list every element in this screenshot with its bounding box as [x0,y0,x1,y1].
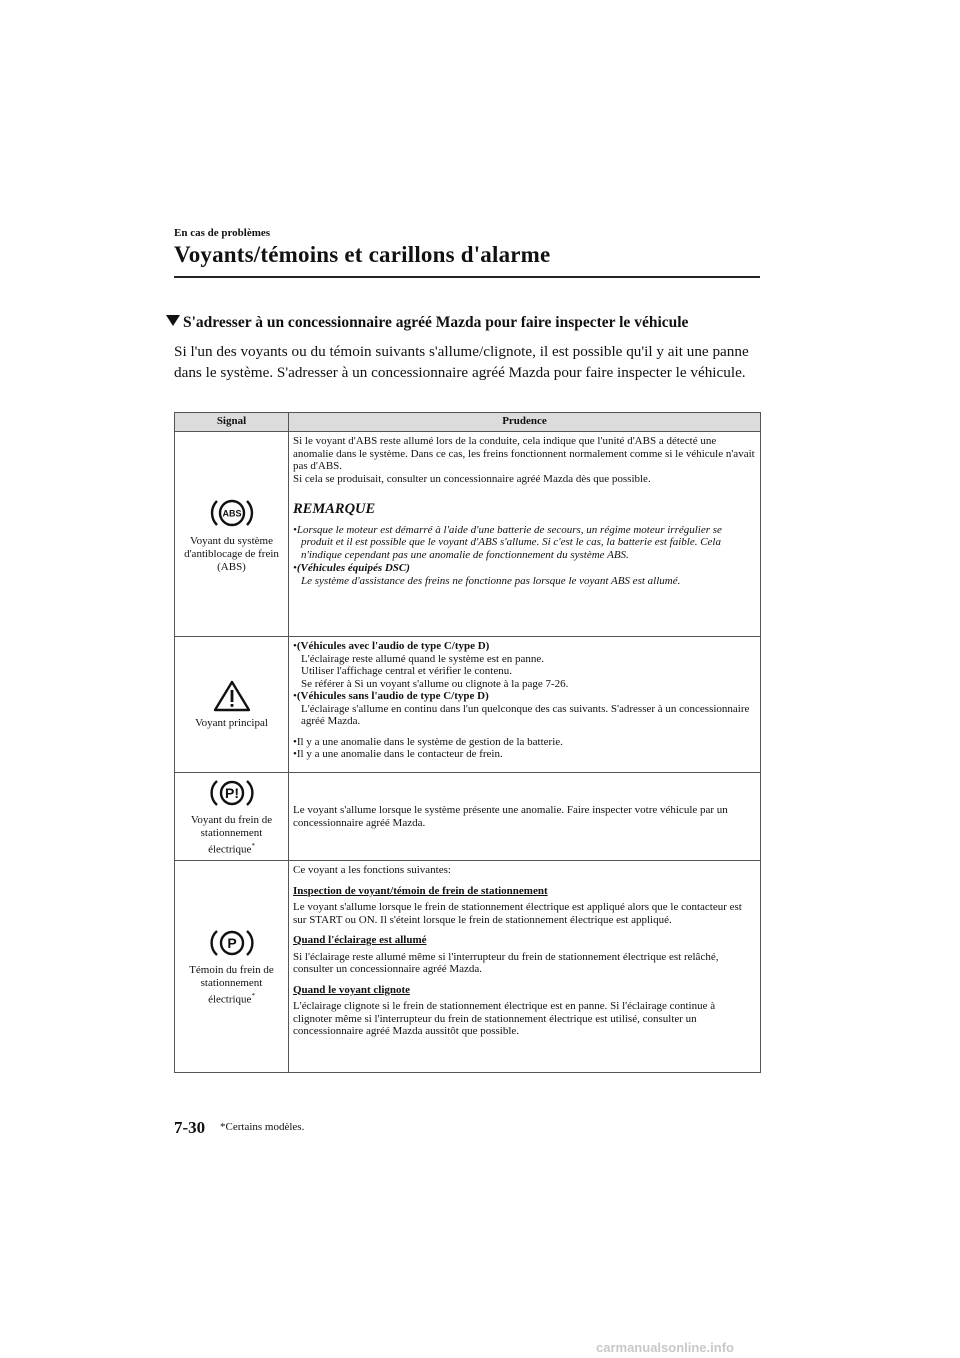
triangle-down-icon [166,315,180,326]
bullet-item: •(Véhicules avec l'audio de type C/type D) [293,640,490,652]
abs-warning-icon [209,495,255,531]
caution-text: L'éclairage clignote si le frein de stationnement électrique est en panne. Si l'éclairage continue à clignoter même si l'interrupteur du frein de stationnement électrique est utilisé, consulter un concessionnaire agréé Mazda aussitôt que possible. [293,1000,716,1037]
parking-brake-indicator-icon [209,926,255,960]
subsection-heading: Inspection de voyant/témoin de frein de stationnement [293,884,548,897]
sub-bullet-item: •Il y a une anomalie dans le contacteur de frein. [293,748,503,760]
abs-icon-text: ABS [221,508,242,518]
parking-brake-warning-icon [209,776,255,810]
signal-cell [175,432,289,637]
title-rule [174,276,760,278]
signal-cell [175,637,289,773]
signal-label: Témoin du frein de stationnement électrique [189,964,274,1006]
parking-indicator-icon-text: P [226,935,237,952]
certain-models-asterisk: * [251,842,255,851]
column-header-prudence: Prudence [289,413,761,432]
bullet-line: L'éclairage reste allumé quand le système est en panne. [301,652,544,665]
prudence-cell [289,432,761,637]
master-warning-icon [212,679,252,713]
signal-cell [175,861,289,1073]
caution-text: Si l'éclairage reste allumé même si l'interrupteur du frein de stationnement électrique est relâché, consulter un concessionnaire agréé Mazda. [293,950,719,975]
prudence-cell [289,773,761,861]
caution-text: Si cela se produisait, consulter un concessionnaire agréé Mazda dès que possible. [293,472,651,485]
page-title: Voyants/témoins et carillons d'alarme [174,242,551,267]
bullet-line: Utiliser l'affichage central et vérifier le contenu. [301,665,512,677]
subheading [166,314,688,332]
warning-table [174,412,761,1073]
remarque-heading: REMARQUE [293,501,376,517]
table-row [175,773,761,861]
table-row [175,637,761,773]
signal-label: Voyant du système d'antiblocage de frein (ABS) [184,534,279,573]
watermark: carmanualsonline.info [596,1340,734,1355]
prudence-cell [289,637,761,773]
parking-warning-icon-text: P! [224,785,239,802]
page-number: 7-30 [174,1118,206,1137]
subsection-heading: Quand le voyant clignote [293,983,411,996]
table-row [175,432,761,637]
subheading-text: S'adresser à un concessionnaire agréé Mazda pour faire inspecter le véhicule [183,314,689,331]
note-item: •(Véhicules équipés DSC) Le système d'assistance des freins ne fonctionne pas lorsque le voyant ABS est allumé. [293,562,681,587]
signal-cell [175,773,289,861]
table-row [175,861,761,1073]
sub-bullet-item: •Il y a une anomalie dans le système de gestion de la batterie. [293,735,563,748]
intro-paragraph: Si l'un des voyants ou du témoin suivants s'allume/clignote, il est possible qu'il y ait une panne dans le système. S'adresser à un concessionnaire agréé Mazda pour faire inspecter le véhicule. [174,343,749,381]
note-item: •Lorsque le moteur est démarré à l'aide d'une batterie de secours, un régime moteur irrégulier se produit et il est possible que le voyant d'ABS s'allume. Si c'est le cas, la batterie est faible. Cela n'indique cependant pas une anomalie de fonctionnement du système ABS. [293,523,722,561]
caution-text: Ce voyant a les fonctions suivantes: [293,864,451,876]
column-header-signal: Signal [175,413,289,432]
caution-text: Le voyant s'allume lorsque le frein de stationnement électrique est appliqué alors que le contacteur est sur START ou ON. Il s'éteint lorsque le frein de stationnement électrique est appliqué. [293,901,742,926]
subsection-heading: Quand l'éclairage est allumé [293,934,427,946]
signal-label: Voyant principal [195,717,268,729]
footnote: *Certains modèles. [220,1121,305,1133]
caution-text: Si le voyant d'ABS reste allumé lors de la conduite, cela indique que l'unité d'ABS a détecté une anomalie dans le système. Dans ce cas, les freins fonctionnent normalement comme si le véhicule n'avait pas d'ABS. [293,435,755,472]
certain-models-asterisk: * [251,992,255,1001]
bullet-line: L'éclairage s'allume en continu dans l'un quelconque des cas suivants. S'adresser à un concessionnaire agréé Mazda. [301,702,750,727]
caution-text: Le voyant s'allume lorsque le système présente une anomalie. Faire inspecter votre véhicule par un concessionnaire agréé Mazda. [293,804,728,829]
bullet-line: Se référer à Si un voyant s'allume ou clignote à la page 7-26. [301,677,569,690]
signal-label: Voyant du frein de stationnement électrique [190,814,273,856]
prudence-cell [289,861,761,1073]
bullet-item: •(Véhicules sans l'audio de type C/type D) [293,690,489,702]
section-label: En cas de problèmes [174,227,271,239]
table-header-row [175,413,761,432]
